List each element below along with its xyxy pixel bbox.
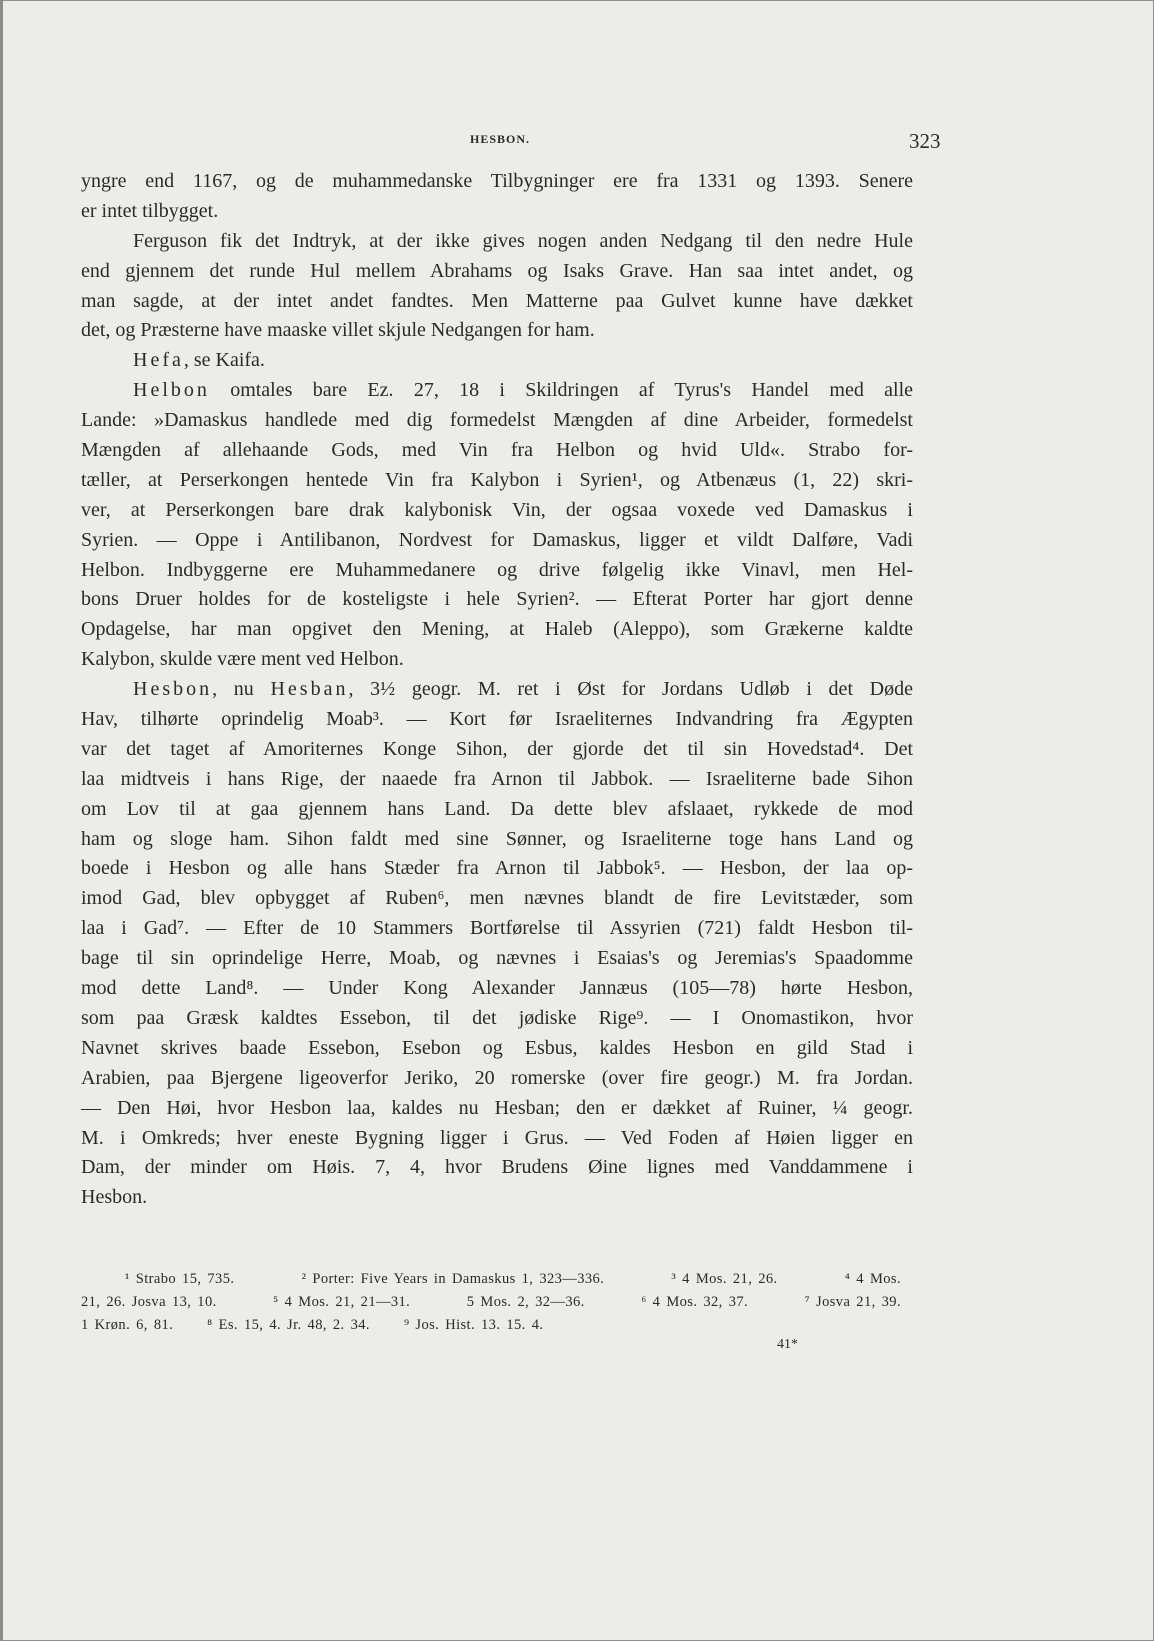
footnote: 21, 26. Josva 13, 10. (81, 1294, 217, 1310)
footnote: ⁸ Es. 15, 4. Jr. 48, 2. 34. (207, 1317, 370, 1333)
text-line: det, og Præsterne have maaske villet skjule Nedgangen for ham. (81, 319, 595, 342)
signature-mark: 41* (777, 1337, 798, 1352)
text-line: Hesbon. (81, 1186, 148, 1209)
entry-text: omtales bare Ez. 27, 18 i Skildringen af Tyrus's Handel med alle (209, 379, 913, 402)
text-line: end gjennem det runde Hul mellem Abrahams og Isaks Grave. Han saa intet andet, og (81, 259, 913, 282)
footnote: 1 Krøn. 6, 81. (81, 1317, 174, 1333)
spaced-entry-name: Hesbon (133, 678, 213, 701)
spaced-entry-name: Helbon (133, 379, 210, 402)
text-line: som paa Græsk kaldtes Essebon, til det jødiske Rige⁹. — I Onomastikon, hvor (81, 1006, 913, 1029)
text-line: Ferguson fik det Indtryk, at der ikke gives nogen anden Nedgang til den nedre Hule (133, 229, 913, 252)
footnote: ⁶ 4 Mos. 32, 37. (641, 1294, 749, 1310)
footnote: ⁷ Josva 21, 39. (804, 1294, 901, 1310)
text-line: Hav, tilhørte oprindelig Moab³. — Kort før Israeliternes Indvandring fra Ægypten (81, 708, 913, 731)
text-line: man sagde, at der intet andet fandtes. Men Matterne paa Gulvet kunne have dækket (81, 289, 913, 312)
spaced-entry-name: Hefa (133, 349, 184, 372)
text-line: imod Gad, blev opbygget af Ruben⁶, men nævnes blandt de fire Levitstæder, som (81, 887, 913, 910)
footnote-line (81, 1314, 901, 1337)
text-line: Opdagelse, har man opgivet den Mening, at Haleb (Aleppo), som Grækerne kaldte (81, 618, 913, 641)
footnotes (81, 1268, 901, 1337)
text-line: ham og sloge ham. Sihon faldt med sine Sønner, og Israeliterne toge hans Land og (81, 827, 913, 850)
text-line (81, 376, 913, 406)
text-line: bons Druer holdes for de kosteligste i hele Syrien². — Efterat Porter har gjort denne (81, 588, 913, 611)
text-line: bage til sin oprindelige Herre, Moab, og nævnes i Esaias's og Jeremias's Spaadomme (81, 947, 913, 970)
footnote: ⁹ Jos. Hist. 13. 15. 4. (403, 1317, 544, 1333)
text-line: laa midtveis i hans Rige, der naaede fra Arnon til Jabbok. — Israeliterne bade Sihon (81, 767, 913, 790)
page-number: 323 (909, 129, 941, 153)
text-line: Mængden af allehaande Gods, med Vin fra Helbon og hvid Uld«. Strabo for- (81, 439, 913, 462)
text-line: laa i Gad⁷. — Efter de 10 Stammers Bortførelse til Assyrien (721) faldt Hesbon til- (81, 917, 913, 940)
footnote-line (81, 1291, 901, 1314)
text-line: boede i Hesbon og alle hans Stæder fra Arnon til Jabbok⁵. — Hesbon, der laa op- (81, 857, 913, 880)
text-line: var det taget af Amoriternes Konge Sihon, der gjorde det til sin Hovedstad⁴. Det (81, 737, 913, 760)
footnote: ⁴ 4 Mos. (844, 1271, 901, 1287)
text-line: yngre end 1167, og de muhammedanske Tilbygninger ere fra 1331 og 1393. Senere (81, 170, 913, 192)
footnote-line (81, 1268, 901, 1291)
footnote: ¹ Strabo 15, 735. (125, 1271, 235, 1287)
text-line: Lande: »Damaskus handlede med dig formedelst Mængden af dine Arbeider, formedelst (81, 409, 913, 432)
entry-text: , nu (212, 678, 271, 701)
text-line: ver, at Perserkongen bare drak kalybonisk Vin, der ogsaa voxede ved Damaskus i (81, 498, 913, 521)
entry-text: , se Kaifa. (183, 349, 265, 372)
text-line: Helbon. Indbyggerne ere Muhammedanere og drive følgelig ikke Vinavl, men Hel- (81, 558, 913, 581)
running-title: HESBON. (469, 132, 531, 146)
text-line: M. i Omkreds; hver eneste Bygning ligger i Grus. — Ved Foden af Høien ligger en (81, 1126, 913, 1149)
text-line: tæller, at Perserkongen hentede Vin fra Kalybon i Syrien¹, og Atbenæus (1, 22) skri- (81, 468, 913, 491)
spaced-alt-name: Hesban (270, 678, 349, 701)
text-line: mod dette Land⁸. — Under Kong Alexander Jannæus (105—78) hørte Hesbon, (81, 977, 913, 1000)
text-line: er intet tilbygget. (81, 199, 219, 222)
text-line: Arabien, paa Bjergene ligeoverfor Jeriko, 20 romerske (over fire geogr.) M. fra Jordan. (81, 1066, 913, 1089)
footnote: 5 Mos. 2, 32—36. (466, 1294, 585, 1310)
footnote: ² Porter: Five Years in Damaskus 1, 323—336. (301, 1271, 605, 1287)
text-line: — Den Høi, hvor Hesbon laa, kaldes nu Hesban; den er dækket af Ruiner, ¼ geogr. (81, 1096, 913, 1119)
text-line (81, 346, 913, 376)
text-line: Dam, der minder om Høis. 7, 4, hvor Brudens Øine lignes med Vanddammene i (81, 1156, 913, 1179)
footnote: ⁵ 4 Mos. 21, 21—31. (273, 1294, 411, 1310)
entry-text: , 3½ geogr. M. ret i Øst for Jordans Udløb i det Døde (348, 678, 913, 701)
text-line (81, 675, 913, 705)
text-line: om Lov til at gaa gjennem hans Land. Da dette blev afslaaet, rykkede de mod (81, 797, 913, 820)
footnote: ³ 4 Mos. 21, 26. (671, 1271, 778, 1287)
body-text (81, 167, 913, 1213)
text-line: Syrien. — Oppe i Antilibanon, Nordvest for Damaskus, ligger et vildt Dalføre, Vadi (81, 528, 913, 551)
text-line: Navnet skrives baade Essebon, Esebon og Esbus, kaldes Hesbon en gild Stad i (81, 1036, 913, 1059)
text-line: Kalybon, skulde være ment ved Helbon. (81, 648, 404, 671)
